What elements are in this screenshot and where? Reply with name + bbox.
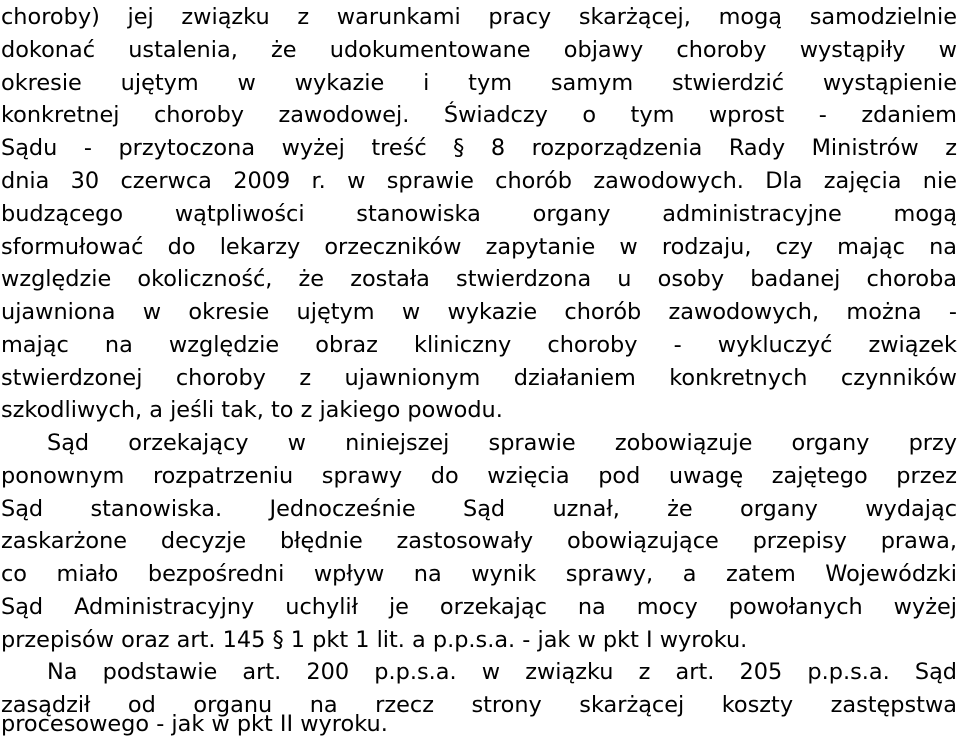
text-line: względzie okoliczność, że została stwierdzona u osoby badanej choroba	[1, 266, 957, 292]
text-line: ponownym rozpatrzeniu sprawy do wzięcia pod uwagę zajętego przez	[1, 463, 957, 489]
text-line: przepisów oraz art. 145 § 1 pkt 1 lit. a p.p.s.a. - jak w pkt I wyroku.	[1, 627, 748, 653]
text-line: Sądu - przytoczona wyżej treść § 8 rozporządzenia Rady Ministrów z	[1, 135, 957, 161]
text-line: budzącego wątpliwości stanowiska organy administracyjne mogą	[1, 201, 957, 227]
text-line: mając na względzie obraz kliniczny choroby - wykluczyć związek	[1, 332, 957, 358]
text-line: procesowego - jak w pkt II wyroku.	[1, 711, 388, 737]
text-line: Sąd Administracyjny uchylił je orzekając na mocy powołanych wyżej	[1, 594, 957, 620]
text-line: Sąd stanowiska. Jednocześnie Sąd uznał, że organy wydając	[1, 496, 957, 522]
text-line: szkodliwych, a jeśli tak, to z jakiego powodu.	[1, 397, 503, 423]
text-line: konkretnej choroby zawodowej. Świadczy o tym wprost - zdaniem	[1, 102, 957, 128]
text-line: dokonać ustalenia, że udokumentowane objawy choroby wystąpiły w	[1, 37, 957, 63]
text-line: ujawniona w okresie ujętym w wykazie chorób zawodowych, można -	[1, 299, 957, 325]
text-line: co miało bezpośredni wpływ na wynik sprawy, a zatem Wojewódzki	[1, 561, 957, 587]
text-line: zasądził od organu na rzecz strony skarżącej koszty zastępstwa	[1, 692, 957, 718]
paragraph-first-line: Na podstawie art. 200 p.p.s.a. w związku z art. 205 p.p.s.a. Sąd	[47, 659, 957, 685]
text-line: okresie ujętym w wykazie i tym samym stwierdzić wystąpienie	[1, 70, 957, 96]
text-line: dnia 30 czerwca 2009 r. w sprawie chorób zawodowych. Dla zajęcia nie	[1, 168, 957, 194]
text-line: choroby) jej związku z warunkami pracy skarżącej, mogą samodzielnie	[1, 4, 957, 30]
text-line: zaskarżone decyzje błędnie zastosowały obowiązujące przepisy prawa,	[1, 528, 957, 554]
paragraph-first-line: Sąd orzekający w niniejszej sprawie zobowiązuje organy przy	[47, 430, 957, 456]
text-line: sformułować do lekarzy orzeczników zapytanie w rodzaju, czy mając na	[1, 234, 957, 260]
text-line: stwierdzonej choroby z ujawnionym działaniem konkretnych czynników	[1, 365, 957, 391]
